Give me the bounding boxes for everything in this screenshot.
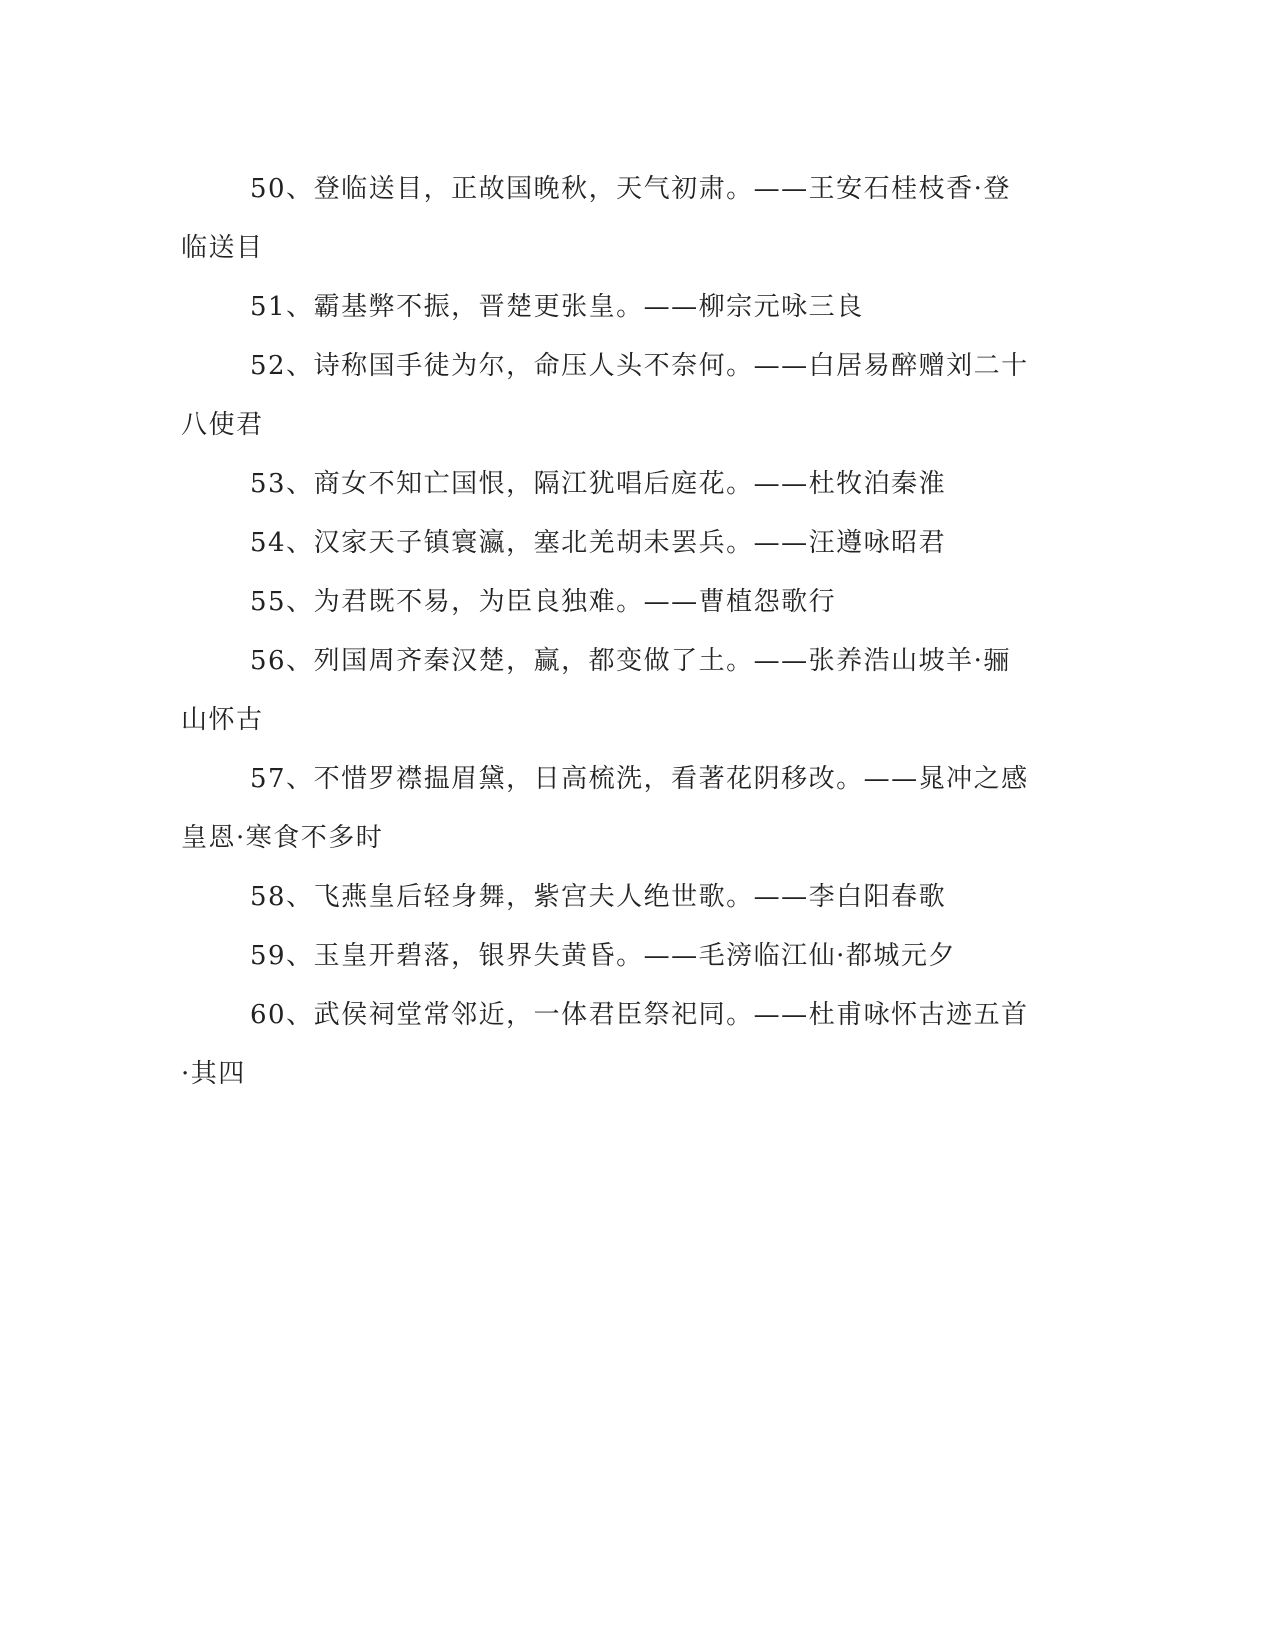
quote-entry-55: 55、为君既不易，为臣良独难。——曹植怨歌行 [250, 587, 837, 617]
quote-entry-50: 50、登临送目，正故国晚秋，天气初肃。——王安石桂枝香·登临送目 [181, 174, 1011, 263]
quote-entry-58: 58、飞燕皇后轻身舞，紫宫夫人绝世歌。——李白阳春歌 [250, 882, 947, 912]
quote-list [181, 160, 1029, 1104]
quote-entry-59: 59、玉皇开碧落，银界失黄昏。——毛滂临江仙·都城元夕 [250, 941, 956, 971]
quote-entry-53: 53、商女不知亡国恨，隔江犹唱后庭花。——杜牧泊秦淮 [250, 469, 947, 499]
quote-entry-60: 60、武侯祠堂常邻近，一体君臣祭祀同。——杜甫咏怀古迹五首·其四 [181, 1000, 1029, 1089]
quote-entry-57: 57、不惜罗襟揾眉黛，日高梳洗，看著花阴移改。——晁冲之感皇恩·寒食不多时 [181, 764, 1029, 853]
quote-entry-54: 54、汉家天子镇寰瀛，塞北羌胡未罢兵。——汪遵咏昭君 [250, 528, 947, 558]
quote-entry-51: 51、霸基弊不振，晋楚更张皇。——柳宗元咏三良 [250, 292, 864, 322]
quote-entry-56: 56、列国周齐秦汉楚，赢，都变做了土。——张养浩山坡羊·骊山怀古 [181, 646, 1011, 735]
quote-entry-52: 52、诗称国手徒为尔，命压人头不奈何。——白居易醉赠刘二十八使君 [181, 351, 1029, 440]
